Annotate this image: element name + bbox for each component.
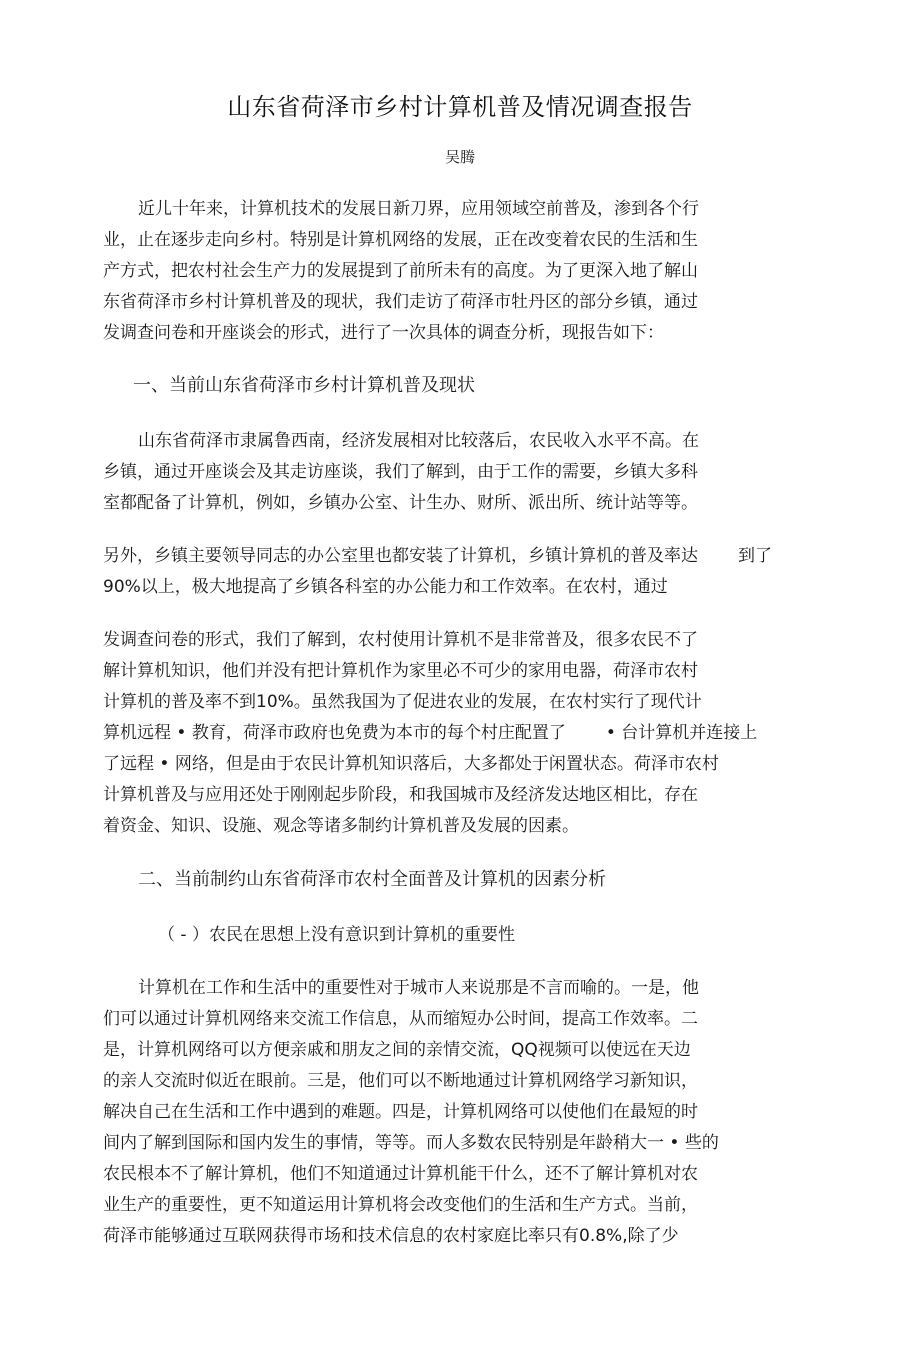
paragraph-line: 是，计算机网络可以方便亲戚和朋友之间的亲情交流，QQ视频可以使远在天边 [103,1040,691,1060]
subsection-heading: （ - ）农民在思想上没有意识到计算机的重要性 [158,925,515,945]
paragraph-line: 农民根本不了解计算机，他们不知道通过计算机能干什么，还不了解计算机对农 [103,1164,698,1184]
paragraph-line: 计算机在工作和生活中的重要性对于城市人来说那是不言而喻的。一是，他 [138,978,699,998]
document-title: 山东省荷泽市乡村计算机普及情况调查报告 [227,93,693,121]
paragraph-line: 室都配备了计算机，例如，乡镇办公室、计生办、财所、派出所、统计站等等。 [103,493,698,513]
paragraph-line: 间内了解到国际和国内发生的事情，等等。而人多数农民特别是年龄稍大一 • 些的 [103,1133,719,1153]
paragraph-line: 产方式，把农村社会生产力的发展提到了前所未有的高度。为了更深入地了解山 [103,261,698,281]
paragraph-line: 着资金、知识、设施、观念等诸多制约计算机普及发展的因素。 [103,816,579,836]
paragraph-line: 90%以上，极大地提高了乡镇各科室的办公能力和工作效率。在农村，通过 [103,577,668,597]
line-segment: 到了 [738,546,772,566]
paragraph-line: 荷泽市能够通过互联网获得市场和技术信息的农村家庭比率只有0.8%,除了少 [103,1226,679,1246]
paragraph-line: 近儿十年来，计算机技术的发展日新刀界，应用领域空前普及，渗到各个行 [138,199,699,219]
paragraph-line: 业，止在逐步走向乡村。特别是计算机网络的发展，正在改变着农民的生活和生 [103,230,698,250]
paragraph-line: 计算机的普及率不到10%。虽然我国为了促进农业的发展，在农村实行了现代计 [103,692,702,712]
section-heading: 二、当前制约山东省荷泽市农村全面普及计算机的因素分析 [138,869,606,890]
section-heading: 一、当前山东省荷泽市乡村计算机普及现状 [133,375,475,396]
paragraph-line: 山东省荷泽市隶属鲁西南，经济发展相对比较落后，农民收入水平不高。在 [138,431,699,451]
paragraph-line: 东省荷泽市乡村计算机普及的现状，我们走访了荷泽市牡丹区的部分乡镇，通过 [103,292,698,312]
paragraph-line: 解计算机知识，他们并没有把计算机作为家里必不可少的家用电器，荷泽市农村 [103,661,698,681]
paragraph-line: 乡镇，通过开座谈会及其走访座谈，我们了解到，由于工作的需要，乡镇大多科 [103,462,698,482]
paragraph-line: 们可以通过计算机网络来交流工作信息，从而缩短办公时间，提高工作效率。二 [103,1009,698,1029]
line-segment: 另外，乡镇主要领导同志的办公室里也都安装了计算机，乡镇计算机的普及率达 [103,546,698,566]
author-name: 吴腾 [444,148,475,166]
paragraph-line: 业生产的重要性，更不知道运用计算机将会改变他们的生活和生产方式。当前， [103,1195,698,1215]
paragraph-line: 了远程 • 网络，但是由于农民计算机知识落后，大多都处于闲置状态。荷泽市农村 [103,754,719,774]
paragraph-line: 发调查问卷的形式，我们了解到，农村使用计算机不是非常普及，很多农民不了 [103,630,698,650]
paragraph-line: 的亲人交流时似近在眼前。三是，他们可以不断地通过计算机网络学习新知识， [103,1071,698,1091]
paragraph-line [103,544,772,568]
paragraph-line: 解决自己在生活和工作中遇到的难题。四是，计算机网络可以使他们在最短的时 [103,1102,698,1122]
line-segment: 算机远程 • 教育，荷泽市政府也免费为本市的每个村庄配置了 [103,723,566,743]
line-segment: • 台计算机并连接上 [605,723,758,743]
paragraph-line: 计算机普及与应用还处于刚刚起步阶段，和我国城市及经济发达地区相比，存在 [103,785,698,805]
paragraph-line: 发调查问卷和开座谈会的形式，进行了一次具体的调查分析，现报告如下： [103,323,664,343]
paragraph-line [103,721,757,745]
